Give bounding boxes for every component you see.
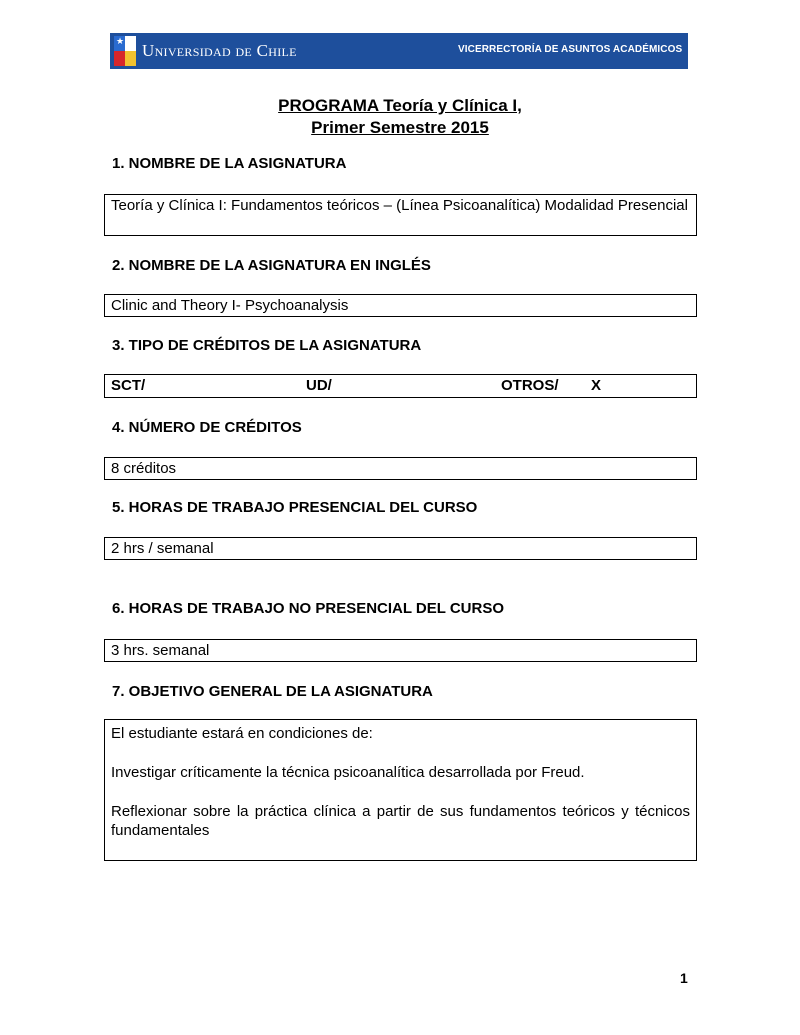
non-presential-hours-value: 3 hrs. semanal xyxy=(111,642,210,659)
section-7-heading: 7. OBJETIVO GENERAL DE LA ASIGNATURA xyxy=(112,683,433,700)
section-2-heading: 2. NOMBRE DE LA ASIGNATURA EN INGLÉS xyxy=(112,257,431,274)
semester-title: Primer Semestre 2015 xyxy=(311,118,489,137)
section-5-heading: 5. HORAS DE TRABAJO PRESENCIAL DEL CURSO xyxy=(112,499,478,516)
english-name-value: Clinic and Theory I- Psychoanalysis xyxy=(111,297,349,314)
university-crest-icon: ★ xyxy=(114,36,136,66)
credit-otros: OTROS/ xyxy=(501,377,559,394)
credit-types-row xyxy=(111,376,690,395)
objective-item-1: Investigar críticamente la técnica psicoanalítica desarrollada por Freud. xyxy=(111,764,585,781)
section-1-heading: 1. NOMBRE DE LA ASIGNATURA xyxy=(112,155,347,172)
course-name-value: Teoría y Clínica I: Fundamentos teóricos – (Línea Psicoanalítica) Modalidad Presencial xyxy=(111,197,688,214)
section-7-box xyxy=(104,719,697,861)
section-2-box xyxy=(104,294,697,317)
section-1-box xyxy=(104,194,697,236)
program-title: PROGRAMA Teoría y Clínica I, xyxy=(278,96,522,115)
section-3-heading: 3. TIPO DE CRÉDITOS DE LA ASIGNATURA xyxy=(112,337,422,354)
university-name: Universidad de Chile xyxy=(142,41,297,60)
credit-mark: X xyxy=(591,377,602,394)
section-6-heading: 6. HORAS DE TRABAJO NO PRESENCIAL DEL CURSO xyxy=(112,600,504,617)
objective-intro: El estudiante estará en condiciones de: xyxy=(111,725,373,742)
section-4-heading: 4. NÚMERO DE CRÉDITOS xyxy=(112,419,302,436)
credit-ud: UD/ xyxy=(306,377,332,394)
department-name: VICERRECTORÍA DE ASUNTOS ACADÉMICOS xyxy=(458,44,683,55)
presential-hours-value: 2 hrs / semanal xyxy=(111,540,214,557)
section-3-box xyxy=(104,374,697,398)
credits-value: 8 créditos xyxy=(111,460,177,477)
objective-item-2: Reflexionar sobre la práctica clínica a partir de sus fundamentos teóricos y técnicos fundamentales xyxy=(111,803,690,839)
credit-sct: SCT/ xyxy=(111,377,146,394)
section-4-box xyxy=(104,457,697,480)
page-number: 1 xyxy=(680,970,688,986)
header-banner xyxy=(110,33,688,69)
section-6-box xyxy=(104,639,697,662)
section-5-box xyxy=(104,537,697,560)
